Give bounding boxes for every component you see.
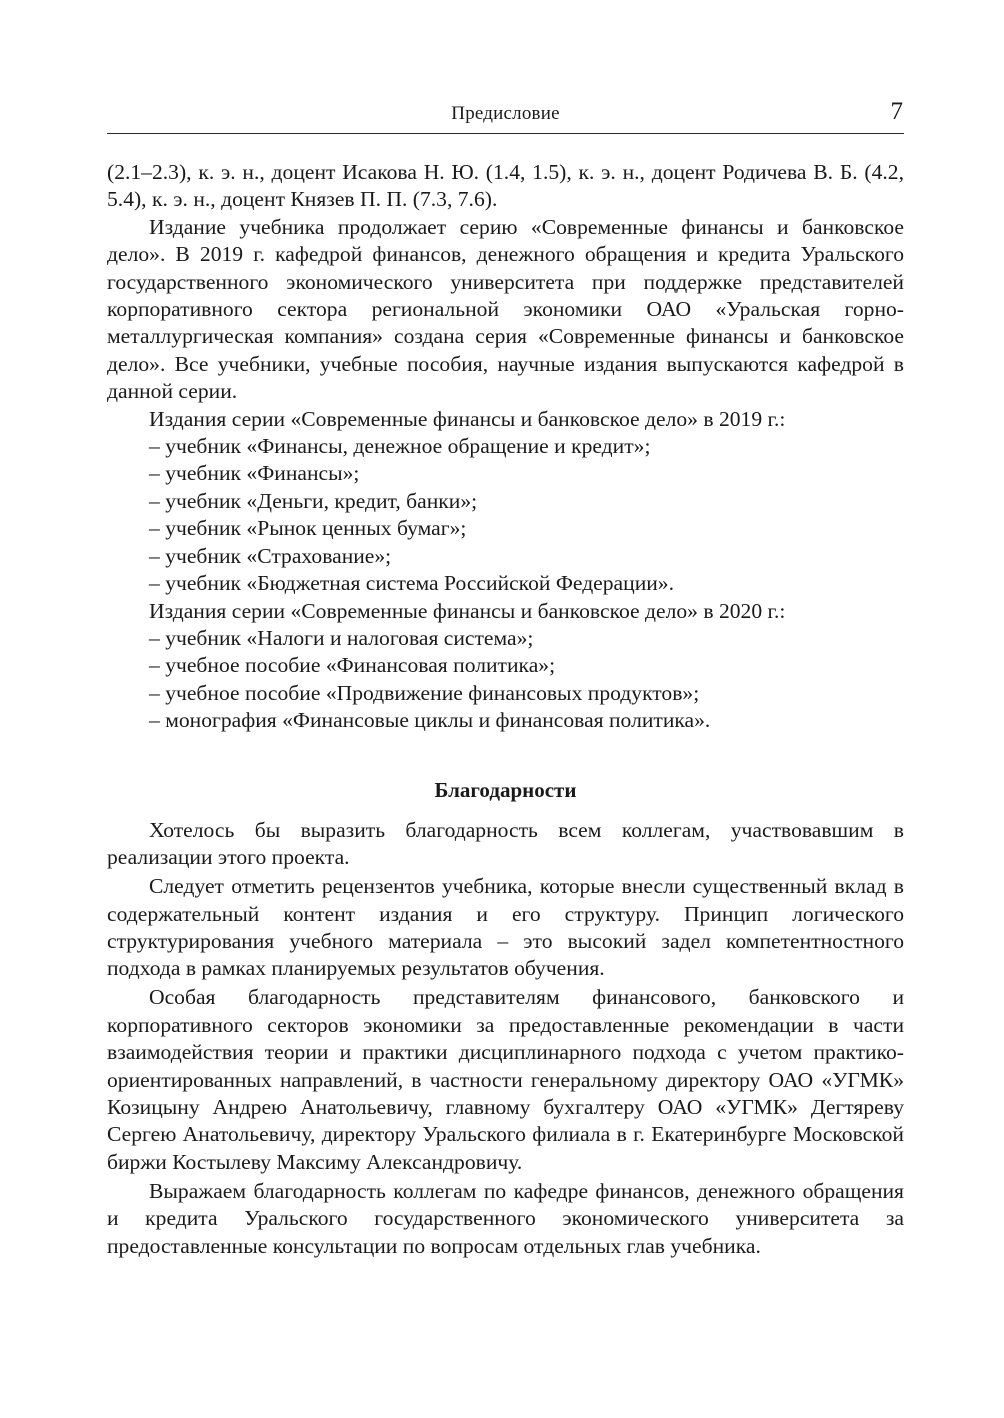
- paragraph-continuation: (2.1–2.3), к. э. н., доцент Исакова Н. Ю. (1.4, 1.5), к. э. н., доцент Родичева В. Б. (4.2, 5.4), к. э. н., доцент Князев П. П. (7.3, 7.6).: [107, 160, 904, 212]
- section-heading: Благодарности: [434, 777, 577, 802]
- main-text: [107, 159, 904, 1260]
- list-item: – учебник «Страхование»;: [149, 543, 392, 568]
- ack-paragraph: Выражаем благодарность коллегам по кафедре финансов, денежного обращения и кредита Уральского государственного экономического университета за предоставленные консультации по вопросам отдельных глав учебника.: [107, 1178, 904, 1258]
- series-2019-intro: Издания серии «Современные финансы и банковское дело» в 2019 г.:: [149, 406, 786, 431]
- list-item: – учебник «Налоги и налоговая система»;: [149, 625, 534, 650]
- list-item: – учебник «Деньги, кредит, банки»;: [149, 488, 478, 513]
- list-item: – учебник «Финансы»;: [149, 461, 360, 486]
- paragraph-series-description: Издание учебника продолжает серию «Современные финансы и банковское дело». В 2019 г. кафедрой финансов, денежного обращения и кредита Уральского государственного экономического университета при поддержке представителей корпоративного сектора региональной экономики ОАО «Уральская горно-металлургическая компания» создана серия «Современные финансы и банковское дело». Все учебники, учебные пособия, научные издания выпускаются кафедрой в данной серии.: [107, 214, 904, 404]
- ack-paragraph: Следует отметить рецензентов учебника, которые внесли существенный вклад в содержательный контент издания и его структуру. Принцип логического структурирования учебного материала – это высокий задел компетентностного подхода в рамках планируемых результатов обучения.: [107, 874, 904, 981]
- ack-paragraph: Хотелось бы выразить благодарность всем коллегам, участвовавшим в реализации этого проекта.: [107, 817, 904, 870]
- list-item: – учебное пособие «Продвижение финансовых продуктов»;: [149, 680, 700, 705]
- running-title: Предисловие: [451, 103, 560, 124]
- series-2020-intro: Издания серии «Современные финансы и банковское дело» в 2020 г.:: [149, 598, 786, 623]
- series-2020-list: [107, 625, 904, 735]
- series-2019-list: [107, 433, 904, 597]
- book-page: [107, 0, 904, 1260]
- acknowledgements-section: [107, 817, 904, 1260]
- list-item: – учебное пособие «Финансовая политика»;: [149, 653, 556, 678]
- running-header: [107, 0, 904, 134]
- list-item: – учебник «Рынок ценных бумаг»;: [149, 516, 467, 541]
- list-item: – монография «Финансовые циклы и финансовая политика».: [149, 708, 711, 733]
- list-item: – учебник «Бюджетная система Российской Федерации».: [149, 571, 675, 596]
- list-item: – учебник «Финансы, денежное обращение и кредит»;: [149, 434, 651, 459]
- page-number: 7: [890, 98, 903, 125]
- ack-paragraph: Особая благодарность представителям финансового, банковского и корпоративного секторов экономики за предоставленные рекомендации в части взаимодействия теории и практики дисциплинарного подхода с учетом практико-ориентированных направлений, в частности генеральному директору ОАО «УГМК» Козицыну Андрею Анатольевичу, главному бухгалтеру ОАО «УГМК» Дегтяреву Сергею Анатольевичу, директору Уральского филиала в г. Екатеринбурге Московской биржи Костылеву Максиму Александровичу.: [107, 985, 904, 1174]
